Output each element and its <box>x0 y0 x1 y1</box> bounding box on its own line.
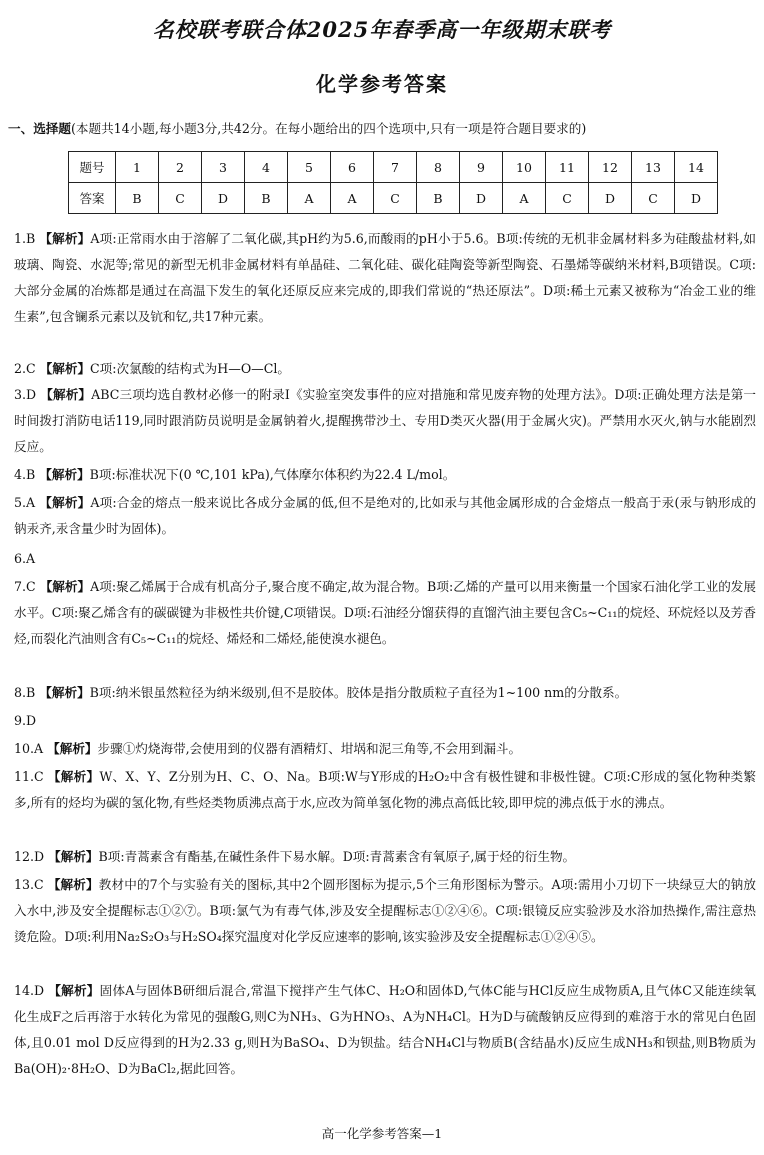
table-cell: A <box>288 183 331 214</box>
answer-head: 1.B <box>14 231 40 246</box>
table-cell: C <box>632 183 675 214</box>
answer-item <box>14 490 756 542</box>
analysis-tag: 【解析】 <box>39 579 91 594</box>
section-note: (本题共14小题,每小题3分,共42分。在每小题给出的四个选项中,只有一项是符合题目要求的) <box>70 121 587 136</box>
answer-head: 5.A <box>14 495 40 510</box>
table-row-label: 题号 <box>69 152 116 183</box>
answer-item <box>14 356 756 382</box>
answer-item <box>14 462 756 488</box>
analysis-tag: 【解析】 <box>47 877 99 892</box>
section-label: 一、选择题 <box>8 121 71 136</box>
analysis-text: A项:合金的熔点一般来说比各成分金属的低,但不是绝对的,比如汞与其他金属形成的合金熔点一般高于汞(汞与钠形成的钠汞齐,汞含量少时为固体)。 <box>14 495 756 536</box>
page-subtitle: 化学参考答案 <box>316 72 448 96</box>
table-cell: B <box>417 183 460 214</box>
table-cell: C <box>159 183 202 214</box>
analysis-text: B项:标准状况下(0 ℃,101 kPa),气体摩尔体积约为22.4 L/mol。 <box>89 467 456 482</box>
table-cell: 14 <box>675 152 718 183</box>
answer-item <box>14 844 756 870</box>
answer-head: 14.D <box>14 983 49 998</box>
answer-table <box>68 151 718 214</box>
answer-head: 12.D <box>14 849 49 864</box>
answer-item <box>14 546 756 572</box>
answer-head: 6.A <box>14 551 36 566</box>
answer-item <box>14 708 756 734</box>
answer-item <box>14 736 756 762</box>
analysis-text: 教材中的7个与实验有关的图标,其中2个圆形图标为提示,5个三角形图标为警示。A项:需用小刀切下一块绿豆大的钠放入水中,涉及安全提醒标志①②⑦。B项:氯气为有毒气体,涉及安全提醒标志①②④⑥。C项:银镜反应实验涉及水浴加热操作,需注意热烫危险。D项:利用Na₂S₂O₃与H₂SO₄探究温度对化学反应速率的影响,该实验涉及安全提醒标志①②④⑤。 <box>14 877 756 944</box>
answer-item <box>14 226 756 330</box>
table-cell: 5 <box>288 152 331 183</box>
analysis-tag: 【解析】 <box>48 983 100 998</box>
analysis-tag: 【解析】 <box>39 685 90 700</box>
answer-table-number-row <box>69 152 718 183</box>
table-cell: 2 <box>159 152 202 183</box>
table-cell: 8 <box>417 152 460 183</box>
table-cell: B <box>116 183 159 214</box>
analysis-text: A项:正常雨水由于溶解了二氧化碳,其pH约为5.6,而酸雨的pH小于5.6。B项:传统的无机非金属材料多为硅酸盐材料,如玻璃、陶瓷、水泥等;常见的新型无机非金属材料有单晶硅、二氧化硅、碳化硅陶瓷等新型陶瓷、石墨烯等碳纳米材料,B项错误。C项:大部分金属的冶炼都是通过在高温下发生的氧化还原反应来完成的,即我们常说的“热还原法”。D项:稀土元素又被称为“冶金工业的维生素”,包含镧系元素以及钪和钇,共17种元素。 <box>14 231 757 324</box>
table-cell: D <box>675 183 718 214</box>
answer-head: 7.C <box>14 579 40 594</box>
table-cell: A <box>331 183 374 214</box>
table-cell: 9 <box>460 152 503 183</box>
analysis-tag: 【解析】 <box>39 467 90 482</box>
analysis-text: W、X、Y、Z分别为H、C、O、Na。B项:W与Y形成的H₂O₂中含有极性键和非极性键。C项:C形成的氢化物种类繁多,所有的烃均为碳的氢化物,有些烃类物质沸点高于水,应改为简单氢化物的沸点高低比较,即甲烷的沸点低于水的沸点。 <box>14 769 757 810</box>
table-cell: 12 <box>589 152 632 183</box>
analysis-text: ABC三项均选自教材必修一的附录Ⅰ《实验室突发事件的应对措施和常见废弃物的处理方法》。D项:正确处理方法是第一时间拨打消防电话119,同时跟消防员说明是金属钠着火,提醒携带沙土、专用D类灭火器(用于金属火灾)。严禁用水灭火,钠与水能剧烈反应。 <box>14 387 757 454</box>
page-footer: 高一化学参考答案—1 <box>321 1126 443 1141</box>
analysis-tag: 【解析】 <box>40 387 92 402</box>
answer-item <box>14 764 756 816</box>
answer-head: 10.A <box>14 741 48 756</box>
table-cell: 13 <box>632 152 675 183</box>
section-heading <box>8 118 758 137</box>
answer-head: 8.B <box>14 685 40 700</box>
table-cell: A <box>503 183 546 214</box>
analysis-tag: 【解析】 <box>47 741 98 756</box>
analysis-tag: 【解析】 <box>39 231 91 246</box>
answer-head: 2.C <box>14 361 40 376</box>
table-cell: 6 <box>331 152 374 183</box>
answer-item <box>14 978 756 1082</box>
answer-item <box>14 680 756 706</box>
table-cell: C <box>546 183 589 214</box>
answer-item <box>14 382 756 460</box>
answer-head: 9.D <box>14 713 37 728</box>
answer-item <box>14 574 756 652</box>
analysis-text: B项:纳米银虽然粒径为纳米级别,但不是胶体。胶体是指分散质粒子直径为1~100 nm的分散系。 <box>89 685 628 700</box>
answer-head: 3.D <box>14 387 41 402</box>
page-title: 名校联考联合体2025年春季高一年级期末联考 <box>152 17 612 42</box>
analysis-tag: 【解析】 <box>48 849 99 864</box>
analysis-text: 固体A与固体B研细后混合,常温下搅拌产生气体C、H₂O和固体D,气体C能与HCl反应生成物质A,且气体C又能连续氧化生成F之后再溶于水转化为常见的强酸G,则C为NH₃、G为HNO₃、A为NH₄Cl。H为D与硫酸钠反应得到的难溶于水的常见白色固体,且0.01 mol D反应得到的H为2.33 g,则H为BaSO₄、D为钡盐。结合NH₄Cl与物质B(含结晶水)反应生成NH₃和钡盐,则B物质为Ba(OH)₂·8H₂O、D为BaCl₂,据此回答。 <box>14 983 757 1076</box>
analysis-tag: 【解析】 <box>39 361 91 376</box>
analysis-text: B项:青蒿素含有酯基,在碱性条件下易水解。D项:青蒿素含有氧原子,属于烃的衍生物。 <box>98 849 576 864</box>
table-cell: 11 <box>546 152 589 183</box>
table-row-label: 答案 <box>69 183 116 214</box>
answer-head: 4.B <box>14 467 40 482</box>
table-cell: D <box>202 183 245 214</box>
table-cell: 3 <box>202 152 245 183</box>
table-cell: 7 <box>374 152 417 183</box>
answer-head: 11.C <box>14 769 48 784</box>
analysis-tag: 【解析】 <box>47 769 100 784</box>
answer-item <box>14 872 756 950</box>
analysis-tag: 【解析】 <box>39 495 91 510</box>
table-cell: C <box>374 183 417 214</box>
table-cell: D <box>460 183 503 214</box>
table-cell: D <box>589 183 632 214</box>
table-cell: 1 <box>116 152 159 183</box>
table-cell: 4 <box>245 152 288 183</box>
analysis-text: 步骤①灼烧海带,会使用到的仪器有酒精灯、坩埚和泥三角等,不会用到漏斗。 <box>97 741 522 756</box>
table-cell: B <box>245 183 288 214</box>
answer-head: 13.C <box>14 877 48 892</box>
answer-table-answer-row <box>69 183 718 214</box>
analysis-text: C项:次氯酸的结构式为H—O—Cl。 <box>90 361 291 376</box>
table-cell: 10 <box>503 152 546 183</box>
analysis-text: A项:聚乙烯属于合成有机高分子,聚合度不确定,故为混合物。B项:乙烯的产量可以用来衡量一个国家石油化学工业的发展水平。C项:聚乙烯含有的碳碳键为非极性共价键,C项错误。D项:石油经分馏获得的直馏汽油主要包含C₅~C₁₁的烷烃、环烷烃以及芳香烃,而裂化汽油则含有C₅~C₁₁的烷烃、烯烃和二烯烃,能使溴水褪色。 <box>14 579 757 646</box>
